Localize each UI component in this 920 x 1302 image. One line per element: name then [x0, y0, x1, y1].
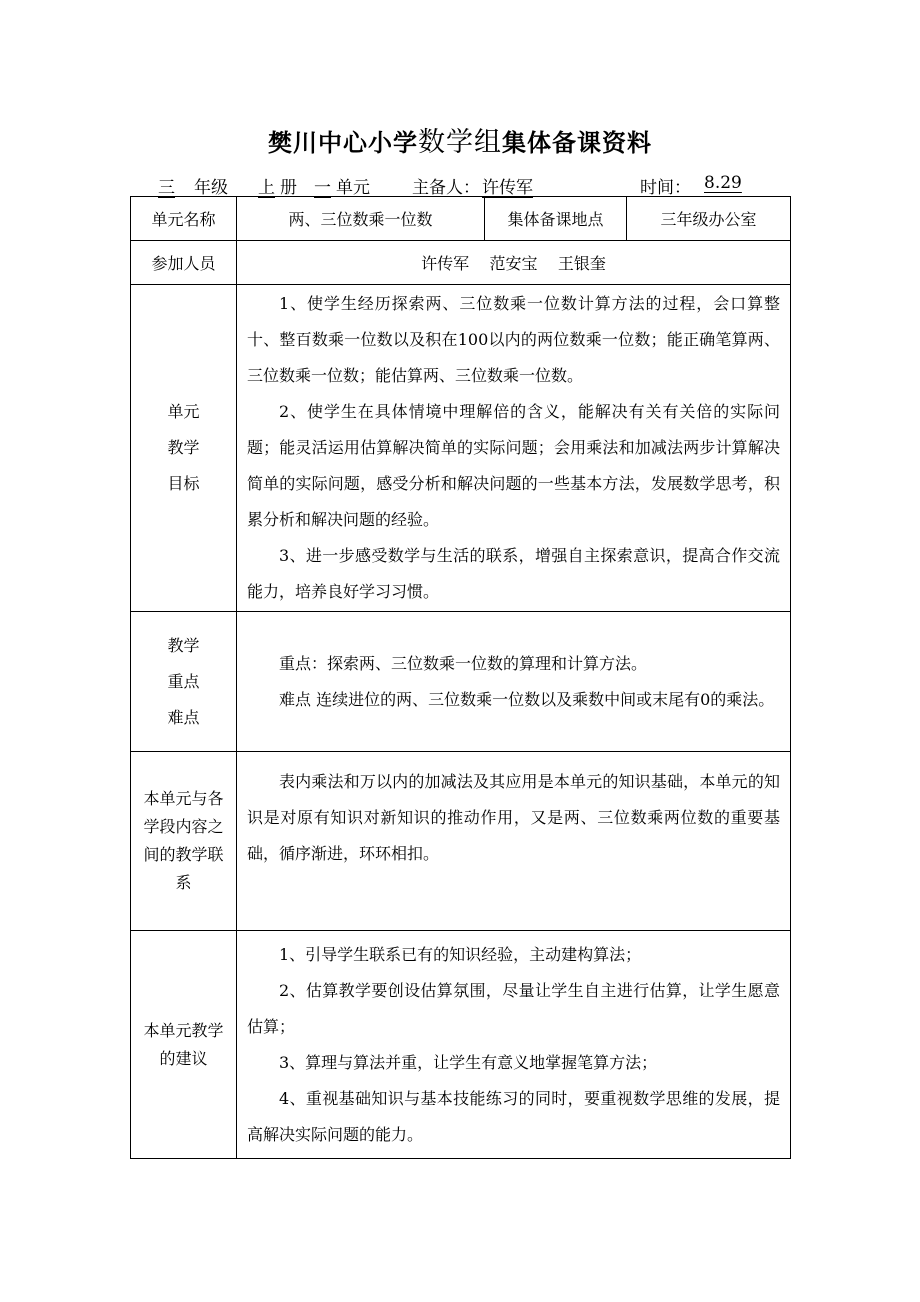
row-suggestions	[131, 931, 791, 1159]
key-points-content	[237, 612, 791, 752]
objectives-label: 单元 教学 目标	[131, 285, 237, 612]
volume-label: 册	[280, 178, 297, 198]
volume-value: 上	[258, 178, 275, 198]
row-participants	[131, 241, 791, 285]
participants-label: 参加人员	[131, 241, 237, 285]
key-point: 重点：探索两、三位数乘一位数的算理和计算方法。	[279, 653, 648, 673]
group-name: 数学组	[418, 127, 502, 158]
time-value: 8.29	[704, 173, 742, 193]
connections-label: 本单元与各 学段内容之 间的教学联 系	[131, 752, 237, 931]
location-label: 集体备课地点	[485, 197, 627, 241]
participants-value: 许传军 范安宝 王银奎	[237, 241, 791, 285]
unit-name-label: 单元名称	[131, 197, 237, 241]
connections-text: 表内乘法和万以内的加减法及其应用是本单元的知识基础，本单元的知识是对原有知识对新知识的推动作用，又是两、三位数乘两位数的重要基础，循序渐进，环环相扣。	[247, 772, 780, 863]
location-value: 三年级办公室	[627, 197, 791, 241]
suggestions-content	[237, 931, 791, 1159]
unit-name-value: 两、三位数乘一位数	[237, 197, 485, 241]
suggestion-1: 1、引导学生联系已有的知识经验，主动建构算法；	[279, 944, 642, 964]
objective-3: 3、进一步感受数学与生活的联系，增强自主探索意识，提高合作交流能力，培养良好学习习惯。	[247, 546, 780, 601]
objectives-content	[237, 285, 791, 612]
suggestion-3: 3、算理与算法并重，让学生有意义地掌握笔算方法；	[279, 1052, 658, 1072]
unit-value: 一	[314, 178, 331, 198]
grade-value: 三	[158, 178, 175, 198]
lesson-plan-table	[130, 196, 791, 1159]
row-unit-name	[131, 197, 791, 241]
row-objectives	[131, 285, 791, 612]
suggestions-label: 本单元教学 的建议	[131, 931, 237, 1159]
grade-label: 年级	[194, 178, 228, 198]
preparer-value: 许传军	[482, 178, 533, 198]
suggestion-4: 4、重视基础知识与基本技能练习的同时，要重视数学思维的发展，提高解决实际问题的能力。	[247, 1088, 780, 1144]
key-points-label: 教学 重点 难点	[131, 612, 237, 752]
objective-1: 1、使学生经历探索两、三位数乘一位数计算方法的过程，会口算整十、整百数乘一位数以及积在100以内的两位数乘一位数；能正确笔算两、三位数乘一位数；能估算两、三位数乘一位数。	[247, 294, 780, 385]
connections-content	[237, 752, 791, 931]
unit-label: 单元	[336, 178, 370, 198]
preparer-label: 主备人：	[412, 178, 480, 198]
time-label: 时间：	[640, 178, 691, 198]
objective-2: 2、使学生在具体情境中理解倍的含义，能解决有关有关倍的实际问题；能灵活运用估算解决简单的实际问题；会用乘法和加减法两步计算解决简单的实际问题，感受分析和解决问题的一些基本方法，发展数学思考，积累分析和解决问题的经验。	[247, 402, 780, 529]
suggestion-2: 2、估算教学要创设估算氛围，尽量让学生自主进行估算，让学生愿意估算；	[247, 980, 780, 1036]
doc-type: 集体备课资料	[502, 129, 652, 157]
difficult-point: 难点 连续进位的两、三位数乘一位数以及乘数中间或末尾有0的乘法。	[279, 689, 775, 709]
row-key-points	[131, 612, 791, 752]
school-name: 樊川中心小学	[268, 129, 418, 157]
row-connections	[131, 752, 791, 931]
page-title	[0, 120, 920, 159]
